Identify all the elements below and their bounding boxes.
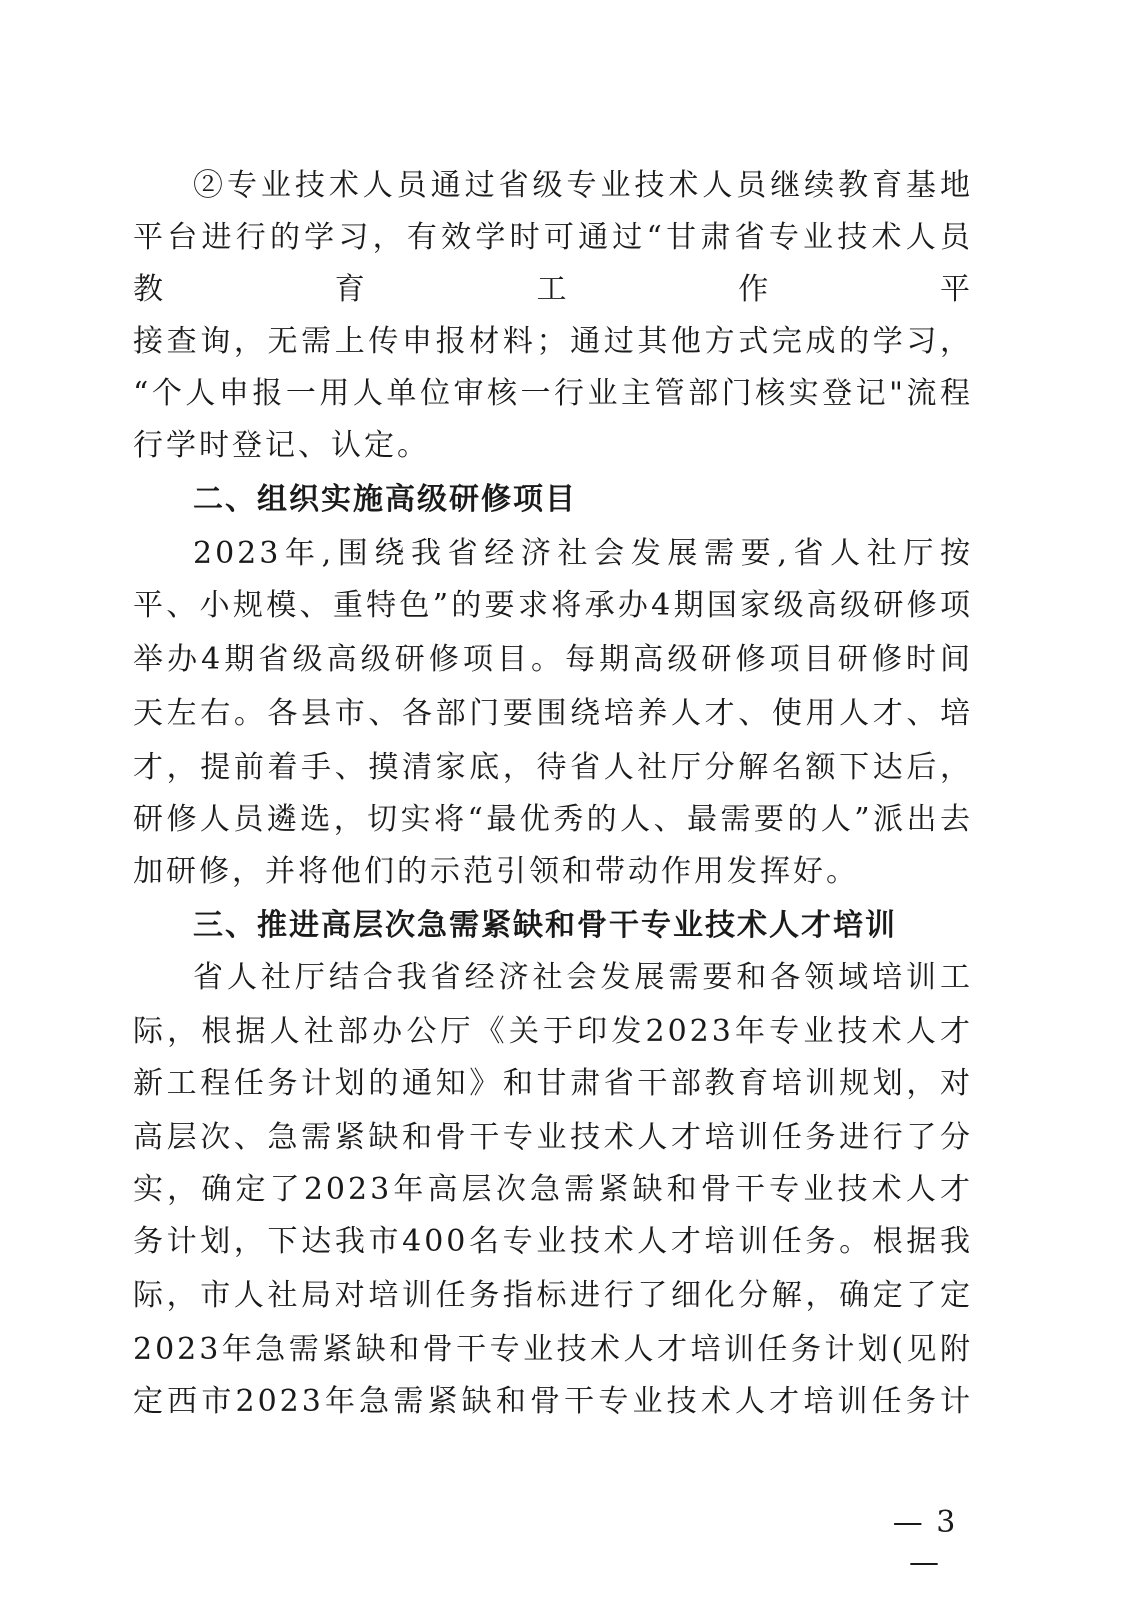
paragraph-line: 省人社厅结合我省经济社会发展需要和各领域培训工 [193,960,973,995]
paragraph-line: 实，确定了2023年高层次急需紧缺和骨干专业技术人才 [133,1172,973,1207]
paragraph-line: 际，根据人社部办公厅《关于印发2023年专业技术人才 [133,1014,973,1049]
paragraph-line: 加研修，并将他们的示范引领和带动作用发挥好。 [133,854,859,889]
section-heading-3: 三、推进高层次急需紧缺和骨干专业技术人才培训 [193,908,897,943]
paragraph-line: 2023年急需紧缺和骨干专业技术人才培训任务计划(见附 [133,1332,973,1367]
paragraph-line: ②专业技术人员通过省级专业技术人员继续教育基地 [193,168,973,203]
paragraph-line: “个人申报一用人单位审核一行业主管部门核实登记"流程 [133,376,973,411]
paragraph-line: 平、小规模、重特色”的要求将承办4期国家级高级研修项 [133,588,973,623]
paragraph-line: 举办4期省级高级研修项目。每期高级研修项目研修时间 [133,642,973,677]
paragraph-line: 接查询，无需上传申报材料；通过其他方式完成的学习， [133,324,973,359]
paragraph-line: 高层次、急需紧缺和骨干专业技术人才培训任务进行了分 [133,1120,973,1155]
paragraph-line: 际，市人社局对培训任务指标进行了细化分解，确定了定 [133,1278,973,1313]
paragraph-line: 教育工作平 [133,272,973,307]
paragraph-line: 研修人员遴选，切实将“最优秀的人、最需要的人”派出去 [133,802,973,837]
paragraph-line: 务计划，下达我市400名专业技术人才培训任务。根据我 [133,1224,973,1259]
paragraph-line: 定西市2023年急需紧缺和骨干专业技术人才培训任务计 [133,1384,973,1419]
paragraph-line: 行学时登记、认定。 [133,428,430,463]
paragraph-line: 2023年,围绕我省经济社会发展需要,省人社厅按 [193,536,973,571]
paragraph-line: 才，提前着手、摸清家底，待省人社厅分解名额下达后， [133,750,973,785]
section-heading-2: 二、组织实施高级研修项目 [193,482,577,517]
page-number: — 3 — [892,1505,958,1580]
paragraph-line: 天左右。各县市、各部门要围绕培养人才、使用人才、培 [133,696,973,731]
paragraph-line: 新工程任务计划的通知》和甘肃省干部教育培训规划，对 [133,1066,973,1101]
paragraph-line: 平台进行的学习，有效学时可通过“甘肃省专业技术人员 [133,220,973,255]
